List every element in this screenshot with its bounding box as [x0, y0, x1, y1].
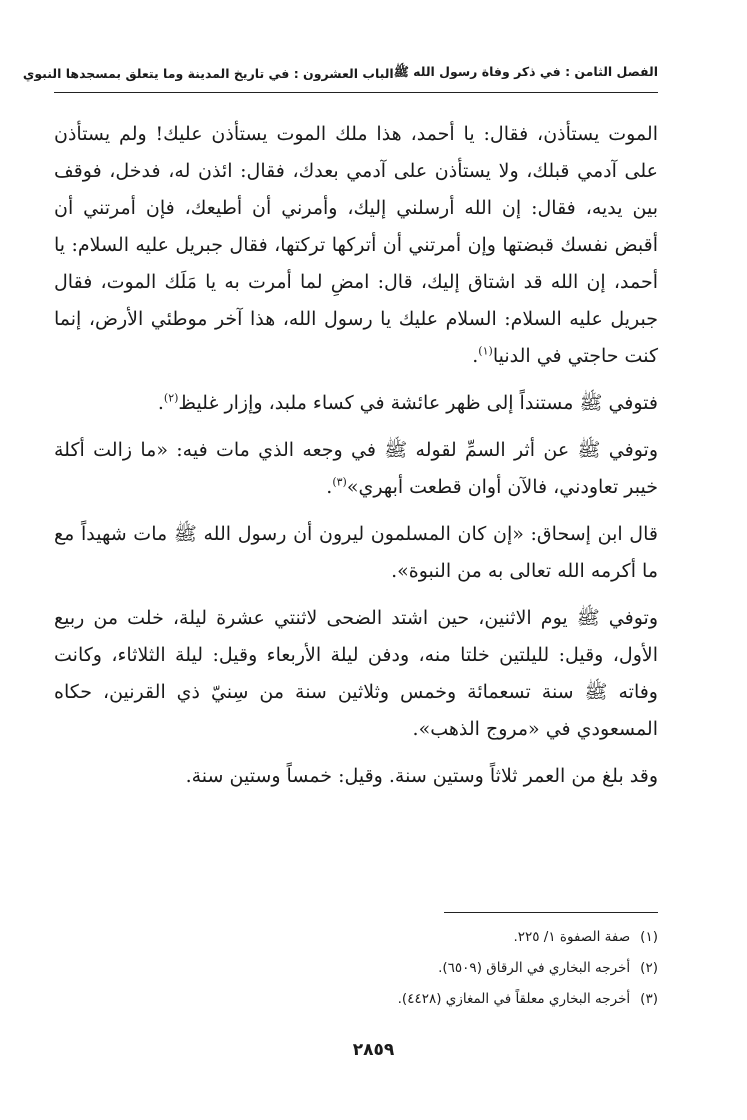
paragraph: وتوفي ﷺ يوم الاثنين، حين اشتد الضحى لاثنتي عشرة ليلة، خلت من ربيع الأول، وقيل: لليلتين خلتا منه، ودفن ليلة الأربعاء وقيل: ليلة الثلاثاء، وكانت وفاته ﷺ سنة تسعمائة وخمس وثلاثين سنة من سِنيّ ذي القرنين، حكاه المسعودي في «مروج الذهب».	[54, 607, 658, 740]
footnote-text: أخرجه البخاري معلقاً في المغازي (٤٤٢٨).	[397, 991, 631, 1007]
main-text	[54, 116, 658, 805]
page-number: ٢٨٥٩	[352, 1040, 395, 1060]
footnote-number: (٣)	[640, 991, 658, 1007]
footnote-text: أخرجه البخاري في الرقاق (٦٥٠٩).	[438, 960, 631, 976]
footnote-number: (١)	[640, 929, 658, 945]
footnotes	[54, 922, 658, 1015]
paragraph: وتوفي ﷺ عن أثر السمِّ لقوله ﷺ في وجعه الذي مات فيه: «ما زالت أكلة خيبر تعاودني، فالآن أوان قطعت أبهري»$^{(٣)}$.	[54, 439, 658, 498]
footnote-text: صفة الصفوة ١/ ٢٢٥.	[513, 929, 631, 945]
paragraph: قال ابن إسحاق: «إن كان المسلمون ليرون أن رسول الله ﷺ مات شهيداً مع ما أكرمه الله تعالى به من النبوة».	[54, 523, 658, 582]
footnote-ref: (٣)	[332, 475, 347, 489]
paragraph: فتوفي ﷺ مستنداً إلى ظهر عائشة في كساء ملبد، وإزار غليظ$^{(٢)}$.	[157, 391, 658, 414]
section-heading: الباب العشرون : في تاريخ المدينة وما يتعلق بمسجدها النبوي	[22, 65, 394, 81]
footnote	[54, 953, 658, 984]
running-header	[22, 60, 658, 86]
footnote	[54, 984, 658, 1015]
chapter-heading: الفصل الثامن : في ذكر وفاة رسول الله ﷺ	[393, 63, 658, 79]
footnote	[54, 922, 658, 953]
paragraph: الموت يستأذن، فقال: يا أحمد، هذا ملك الموت يستأذن عليك! ولم يستأذن على آدمي قبلك، ولا يستأذن على آدمي بعدك، فقال: ائذن له، فدخل، فوقف بين يديه، فقال: إن الله أرسلني إليك، وأمرني أن أطيعك، فإن أمرتني أن أقبض نفسك قبضتها وإن أمرتني أن أتركها تركتها، فقال جبريل عليه السلام: يا أحمد، إن الله قد اشتاق إليك، قال: امضِ لما أمرت به يا مَلَك الموت، فقال جبريل عليه السلام: السلام عليك يا رسول الله، هذا آخر موطئي الأرض، إنما كنت حاجتي في الدنيا$^{(١)}$.	[54, 123, 658, 367]
footnote-ref: (١)	[478, 344, 493, 358]
footnote-number: (٢)	[640, 960, 658, 976]
footnote-divider	[444, 912, 658, 913]
paragraph: وقد بلغ من العمر ثلاثاً وستين سنة. وقيل: خمساً وستين سنة.	[185, 765, 658, 787]
footnote-ref: (٢)	[163, 391, 179, 405]
header-divider	[54, 92, 658, 93]
